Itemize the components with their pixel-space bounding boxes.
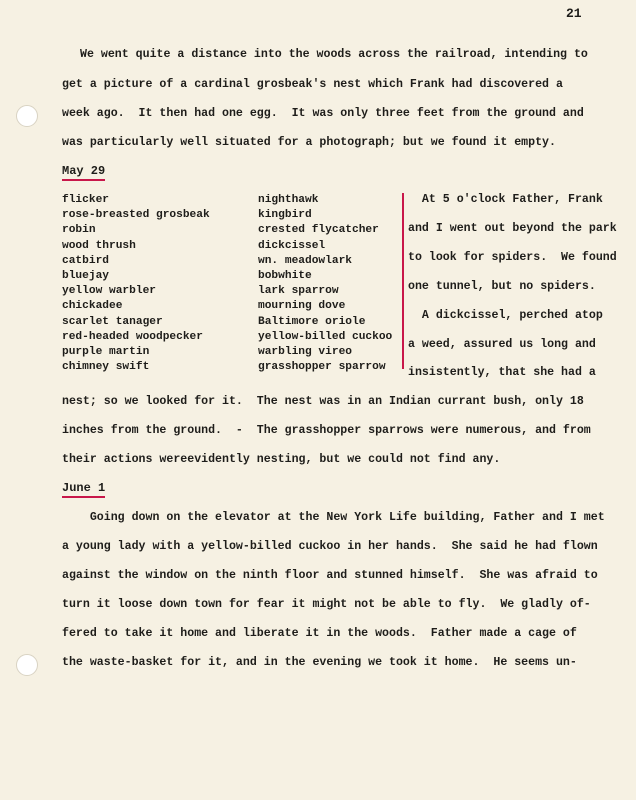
para3-line: the waste-basket for it, and in the evening we took it home. He seems un- bbox=[62, 656, 577, 669]
binder-hole bbox=[16, 105, 38, 127]
side-text-line: to look for spiders. We found bbox=[408, 251, 617, 264]
bird-list-item: warbling vireo bbox=[258, 345, 352, 358]
bird-list-item: rose-breasted grosbeak bbox=[62, 209, 210, 222]
bird-list-item: lark sparrow bbox=[258, 285, 339, 298]
bird-list-item: red-headed woodpecker bbox=[62, 330, 203, 343]
side-text-line: and I went out beyond the park bbox=[408, 222, 617, 235]
page-number: 21 bbox=[566, 6, 582, 21]
bird-list-item: yellow warbler bbox=[62, 285, 156, 298]
bird-list-item: kingbird bbox=[258, 209, 312, 222]
para3-line: fered to take it home and liberate it in the woods. Father made a cage of bbox=[62, 627, 577, 640]
para2-line: nest; so we looked for it. The nest was in an Indian currant bush, only 18 bbox=[62, 395, 584, 408]
date-heading-june-1: June 1 bbox=[62, 481, 105, 498]
bird-list-item: yellow-billed cuckoo bbox=[258, 330, 393, 343]
bird-list-column-1 bbox=[62, 193, 210, 375]
bird-list-item: crested flycatcher bbox=[258, 224, 379, 237]
bird-list-item: scarlet tanager bbox=[62, 315, 163, 328]
bird-list-item: bluejay bbox=[62, 269, 109, 282]
para3-line: against the window on the ninth floor and stunned himself. She was afraid to bbox=[62, 569, 598, 582]
bird-list-item: grasshopper sparrow bbox=[258, 361, 386, 374]
side-text-line: A dickcissel, perched atop bbox=[408, 309, 603, 322]
binder-hole bbox=[16, 654, 38, 676]
bird-list-item: Baltimore oriole bbox=[258, 315, 366, 328]
bird-list-item: mourning dove bbox=[258, 300, 346, 313]
bird-list-item: catbird bbox=[62, 254, 109, 267]
bird-list-item: bobwhite bbox=[258, 269, 312, 282]
bird-list-item: chickadee bbox=[62, 300, 123, 313]
red-margin-rule bbox=[402, 193, 404, 369]
para1-line: was particularly well situated for a photograph; but we found it empty. bbox=[62, 136, 556, 149]
bird-list-item: robin bbox=[62, 224, 96, 237]
side-text-line: At 5 o'clock Father, Frank bbox=[408, 193, 603, 206]
para3-line: Going down on the elevator at the New York Life building, Father and I met bbox=[62, 511, 605, 524]
side-text-line: one tunnel, but no spiders. bbox=[408, 280, 596, 293]
para3-line: turn it loose down town for fear it might not be able to fly. We gladly of- bbox=[62, 598, 591, 611]
side-text-line: a weed, assured us long and bbox=[408, 338, 596, 351]
bird-list-item: wn. meadowlark bbox=[258, 254, 352, 267]
date-heading-may-29: May 29 bbox=[62, 164, 105, 181]
para1-line: get a picture of a cardinal grosbeak's nest which Frank had discovered a bbox=[62, 78, 563, 91]
para2-line: inches from the ground. - The grasshopper sparrows were numerous, and from bbox=[62, 424, 591, 437]
bird-list-item: purple martin bbox=[62, 345, 150, 358]
bird-list-column-2 bbox=[258, 193, 392, 375]
bird-list-item: wood thrush bbox=[62, 239, 136, 252]
side-text-line: insistently, that she had a bbox=[408, 366, 596, 379]
para1-line: We went quite a distance into the woods across the railroad, intending to bbox=[80, 48, 588, 61]
bird-list-item: nighthawk bbox=[258, 194, 319, 206]
bird-list-item: flicker bbox=[62, 194, 109, 206]
para1-line: week ago. It then had one egg. It was only three feet from the ground and bbox=[62, 107, 584, 120]
para3-line: a young lady with a yellow-billed cuckoo in her hands. She said he had flown bbox=[62, 540, 598, 553]
bird-list-item: chimney swift bbox=[62, 361, 150, 374]
para2-line: their actions wereevidently nesting, but we could not find any. bbox=[62, 453, 501, 466]
bird-list-item: dickcissel bbox=[258, 239, 326, 252]
